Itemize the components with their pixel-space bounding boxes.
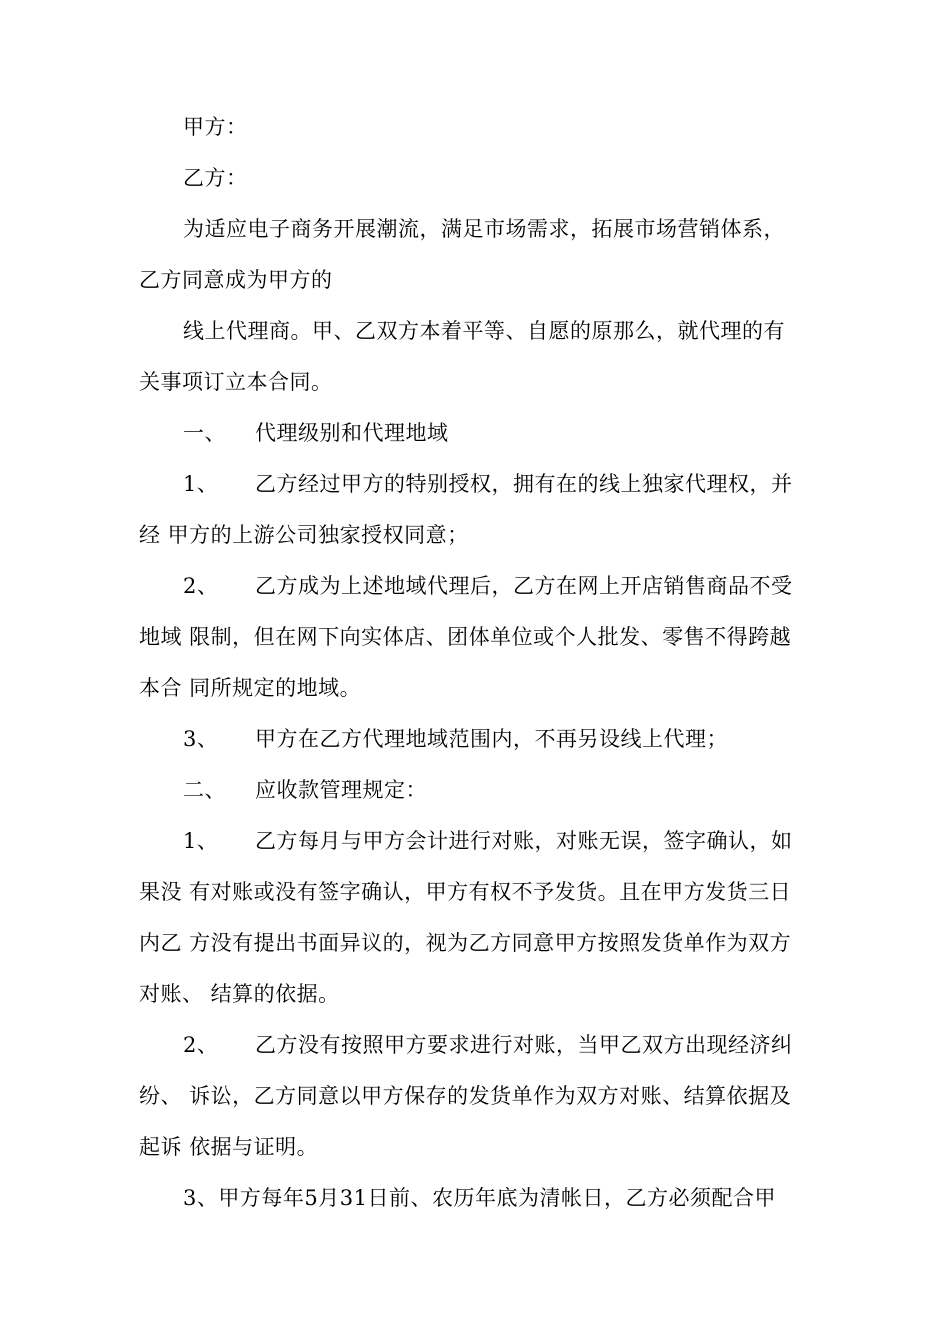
s1-item-1-text: 乙方经过甲方的特别授权，拥有在的线上独家代理权，并	[255, 472, 793, 496]
section-1-title: 代理级别和代理地域	[255, 421, 449, 445]
intro-line-4: 关事项订立本合同。	[139, 370, 333, 394]
s1-item-3-text: 甲方在乙方代理地域范围内，不再另设线上代理；	[255, 727, 728, 751]
s1-item-3-number: 3、	[183, 727, 219, 751]
s2-item-1-line-4: 对账、 结算的依据。	[139, 982, 340, 1006]
s2-item-1-number: 1、	[183, 829, 219, 853]
s1-item-1-line-1	[183, 470, 793, 498]
s2-item-2-line-2: 纷、 诉讼，乙方同意以甲方保存的发货单作为双方对账、结算依据及	[139, 1084, 792, 1108]
s2-item-3-line-1: 3、甲方每年5月31日前、农历年底为清帐日，乙方必须配合甲	[183, 1186, 776, 1210]
s2-item-2-line-3: 起诉 依据与证明。	[139, 1135, 319, 1159]
party-b-label: 乙方：	[183, 166, 248, 190]
section-1-number: 一、	[183, 421, 226, 445]
section-1-heading	[183, 419, 449, 447]
s2-item-2-text: 乙方没有按照甲方要求进行对账，当甲乙双方出现经济纠	[255, 1033, 793, 1057]
s1-item-2-line-2: 地域 限制，但在网下向实体店、团体单位或个人批发、零售不得跨越	[139, 625, 792, 649]
intro-line-3: 线上代理商。甲、乙双方本着平等、自愿的原那么，就代理的有	[183, 319, 785, 343]
s2-item-1-text: 乙方每月与甲方会计进行对账，对账无误，签字确认，如	[255, 829, 793, 853]
section-2-number: 二、	[183, 778, 226, 802]
s2-item-1-line-1	[183, 827, 793, 855]
party-a-label: 甲方：	[183, 115, 248, 139]
s1-item-2-line-1	[183, 572, 793, 600]
s2-item-1-line-2: 果没 有对账或没有签字确认，甲方有权不予发货。且在甲方发货三日	[139, 880, 792, 904]
section-2-heading	[183, 776, 427, 804]
s1-item-1-number: 1、	[183, 472, 219, 496]
s2-item-1-line-3: 内乙 方没有提出书面异议的，视为乙方同意甲方按照发货单作为双方	[139, 931, 792, 955]
s2-item-2-number: 2、	[183, 1033, 219, 1057]
intro-line-2: 乙方同意成为甲方的	[139, 268, 333, 292]
s1-item-2-text: 乙方成为上述地域代理后，乙方在网上开店销售商品不受	[255, 574, 793, 598]
s1-item-1-line-2: 经 甲方的上游公司独家授权同意；	[139, 523, 469, 547]
intro-line-1: 为适应电子商务开展潮流，满足市场需求，拓展市场营销体系，	[183, 217, 785, 241]
s1-item-2-line-3: 本合 同所规定的地域。	[139, 676, 362, 700]
s2-item-2-line-1	[183, 1031, 793, 1059]
s1-item-3-line-1	[183, 725, 728, 753]
s1-item-2-number: 2、	[183, 574, 219, 598]
section-2-title: 应收款管理规定：	[255, 778, 427, 802]
